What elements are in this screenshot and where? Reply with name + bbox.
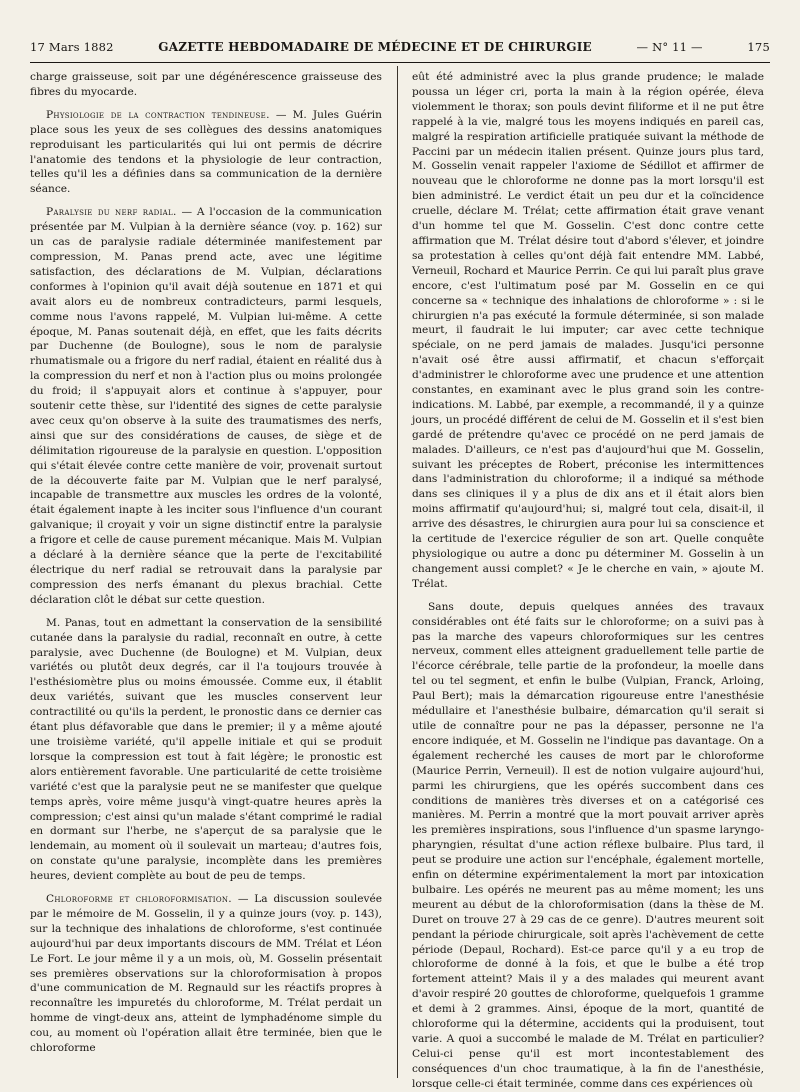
running-header: [30, 40, 770, 60]
section-body: — M. Jules Guérin place sous les yeux de ses collègues des dessins anatomiques reproduisant les particularités qui lui ont permis de décrire l'anatomie des tendons et la physiologie de leur contraction, telles qu'il les a définies dans sa communication de la dernière séance.: [30, 108, 382, 196]
column-divider: [397, 66, 398, 1078]
section-tendon-contraction: [30, 108, 382, 197]
section-body: — A l'occasion de la communication présentée par M. Vulpian à la dernière séance (voy. p. 162) sur un cas de paralysie radiale déterminée manifestement par compression, M. Panas prend acte, avec une légitime satisfaction, des déclarations de M. Vulpian, déclarations conformes à l'opinion qu'il avait déjà soutenue en 1871 et qui avait alors eu de nombreux contradicteurs, parmi lesquels, comme nous l'avons rappelé, M. Vulpian lui-même. A cette époque, M. Panas soutenait déjà, en effet, que les faits décrits par Duchenne (de Boulogne), sous le nom de paralysie rhumatismale ou a frigore du nerf radial, étaient en réalité dus à la compression du nerf et non à l'action plus ou moins prolongée du froid; il s'appuyait alors et continue à s'appuyer, pour soutenir cette thèse, sur l'identité des signes de cette paralysie avec ceux qu'on observe à la suite des traumatismes des nerfs, ainsi que sur des considérations de causes, de siège et de délimitation rigoureuse de la paralysie en question. L'opposition qui s'était élevée contre cette manière de voir, provenait surtout de la découverte faite par M. Vulpian que le nerf paralysé, incapable de transmettre aux muscles les ordres de la volonté, était également inapte à les inciter sous l'influence d'un courant galvanique; il croyait y voir un signe distinctif entre la paralysie a frigore et celle de cause purement mécanique. Mais M. Vulpian a déclaré à la dernière séance que la perte de l'excitabilité électrique du nerf radial se retrouvait dans la paralysie par compression des nerfs émanant du plexus brachial. Cette déclaration clôt le débat sur cette question.: [30, 206, 382, 606]
journal-title: GAZETTE HEBDOMADAIRE DE MÉDECINE ET DE CHIRURGIE: [158, 40, 592, 54]
paragraph: M. Panas, tout en admettant la conservation de la sensibilité cutanée dans la paralysie du radial, reconnaît en outre, à cette paralysie, avec Duchenne (de Boulogne) et M. Vulpian, deux variétés ou plutôt deux degrés, car il l'a toujours trouvée à l'esthésiomètre plus ou moins émoussée. Comme eux, il établit deux variétés, suivant que les muscles conservent leur contractilité ou qu'ils la perdent, le pronostic dans ce dernier cas étant plus défavorable que dans le premier; il y a même ajouté une troisième variété, qu'il appelle initiale et qui se produit lorsque la compression est tout à fait légère; le pronostic est alors entièrement favorable. Une particularité de cette troisième variété c'est que la paralysie peut ne se manifester que quelque temps après, voire même jusqu'à vingt-quatre heures après la compression; c'est ainsi qu'un malade s'étant comprimé le radial en dormant sur l'herbe, ne s'aperçut de sa paralysie que le lendemain, au moment où il soulevait un marteau; d'autres fois, on constate qu'une paralysie, incomplète dans les premières heures, devient complète au bout de peu de temps.: [30, 616, 382, 883]
left-column: [30, 70, 382, 1080]
right-column: [412, 70, 764, 1090]
header-date: 17 Mars 1882: [30, 40, 114, 54]
paragraph: eût été administré avec la plus grande prudence; le malade poussa un léger cri, porta la main à la région opérée, éleva violemment le thorax; son pouls devint filiforme et il ne put être rappelé à la vie, malgré tous les moyens indiqués en pareil cas, malgré la respiration artificielle pratiquée suivant la méthode de Paccini par un médecin italien présent. Quinze jours plus tard, M. Gosselin venait rappeler l'axiome de Sédillot et affirmer de nouveau que le chloroforme ne donne pas la mort lorsqu'il est bien administré. Le verdict était un peu dur et la coïncidence cruelle, déclare M. Trélat; cette affirmation était grave venant d'un homme tel que M. Gosselin. C'est donc contre cette affirmation que M. Trélat désire tout d'abord s'élever, et joindre sa protestation à celles qu'ont déjà fait entendre MM. Labbé, Verneuil, Rochard et Maurice Perrin. Ce qui lui paraît plus grave encore, c'est l'ultimatum posé par M. Gosselin en ce qui concerne sa « technique des inhalations de chloroforme » : si le chirurgien n'a pas exécuté la formule déterminée, si son malade meurt, il faudrait le lui imputer; car avec cette technique spéciale, on ne perd jamais de malades. Jusqu'ici personne n'avait osé être aussi affirmatif, et chacun s'efforçait d'administrer le chloroforme avec une prudence et une attention constantes, en examinant avec le plus grand soin les contre-indications. M. Labbé, par exemple, a recommandé, il y a quinze jours, un procédé différent de celui de M. Gosselin et il s'est bien gardé de prétendre qu'avec ce procédé on ne perd jamais de malades. D'ailleurs, ce n'est pas d'aujourd'hui que M. Gosselin, suivant les préceptes de Robert, préconise les intermittences dans l'administration du chloroforme; il a indiqué sa méthode dans ses cliniques il y a plus de dix ans et il était alors bien moins affirmatif qu'aujourd'hui; si, malgré tout cela, disait-il, il arrive des désastres, le chirurgien aura pour lui sa conscience et la certitude de l'exercice régulier de son art. Quelle conquête physiologique ou autre a donc pu déterminer M. Gosselin à un changement aussi complet? « Je le cherche en vain, » ajoute M. Trélat.: [412, 71, 764, 590]
paragraph: charge graisseuse, soit par une dégénérescence graisseuse des fibres du myocarde.: [30, 71, 382, 98]
section-body: — La discussion soulevée par le mémoire de M. Gosselin, il y a quinze jours (voy. p. 143), sur la technique des inhalations de chloroforme, s'est continuée aujourd'hui par deux importants discours de MM. Trélat et Léon Le Fort. Le jour même il y a un mois, où, M. Gosselin présentait ses premières observations sur la chloroformisation à propos d'une communication de M. Regnauld sur les réactifs propres à reconnaître les impuretés du chloroforme, M. Trélat perdait un homme de vingt-deux ans, atteint de lymphadénome simple du cou, au moment où l'opération allait être terminée, bien que le chloroforme: [30, 893, 382, 1055]
header-rule: [30, 62, 770, 63]
section-chloroform: [30, 892, 382, 1056]
paragraph: Sans doute, depuis quelques années des travaux considérables ont été faits sur le chloroforme; on a suivi pas à pas la marche des vapeurs chloroformiques sur les centres nerveux, comment elles atteignent graduellement telle partie de l'écorce cérébrale, telle partie de la profondeur, la moelle dans tel ou tel segment, et enfin le bulbe (Vulpian, Franck, Arloing, Paul Bert); mais la démarcation rigoureuse entre l'anesthésie médullaire et l'anesthésie bulbaire, démarcation qu'il serait si utile de connaître pour ne pas la dépasser, personne ne l'a encore indiquée, et M. Gosselin ne l'indique pas davantage. On a également recherché les causes de mort par le chloroforme (Maurice Perrin, Verneuil). Il est de notion vulgaire aujourd'hui, parmi les chirurgiens, que les opérés succombent dans ces conditions de manières très diverses et on a catégorisé ces manières. M. Perrin a montré que la mort pouvait arriver après les premières inspirations, sous l'influence d'un spasme laryngo-pharyngien, résultat d'une action réflexe bulbaire. Plus tard, il peut se produire une action sur l'encéphale, également mortelle, enfin on détermine expérimentalement la mort par intoxication bulbaire. Les opérés ne meurent pas au même moment; les uns meurent au début de la chloroformisation (dans la thèse de M. Duret on trouve 27 à 29 cas de ce genre). D'autres meurent soit pendant la période chirurgicale, soit après l'achèvement de cette période (Depaul, Rochard). Est-ce parce qu'il y a eu trop de chloroforme de donné à la fois, et que le bulbe a été trop fortement atteint? Mais il y a des malades qui meurent avant d'avoir respiré 20 gouttes de chloroforme, quelquefois 1 gramme et demi à 2 grammes. Ainsi, époque de la mort, quantité de chloroforme qui la détermine, accidents qui la produisent, tout varie. A quoi a succombé le malade de M. Trélat en particulier? Celui-ci pense qu'il est mort incontestablement des conséquences d'un choc traumatique, à la fin de l'anesthésie, lorsque celle-ci était terminée, comme dans ces expériences où: [412, 600, 764, 1090]
page-number: 175: [747, 40, 770, 54]
section-radial-nerve: [30, 205, 382, 607]
section-heading: Physiologie de la contraction tendineuse.: [46, 108, 270, 121]
section-heading: Chloroforme et chloroformisation.: [46, 893, 232, 906]
issue-number: — N° 11 —: [636, 40, 703, 54]
section-heading: Paralysie du nerf radial.: [46, 206, 177, 219]
